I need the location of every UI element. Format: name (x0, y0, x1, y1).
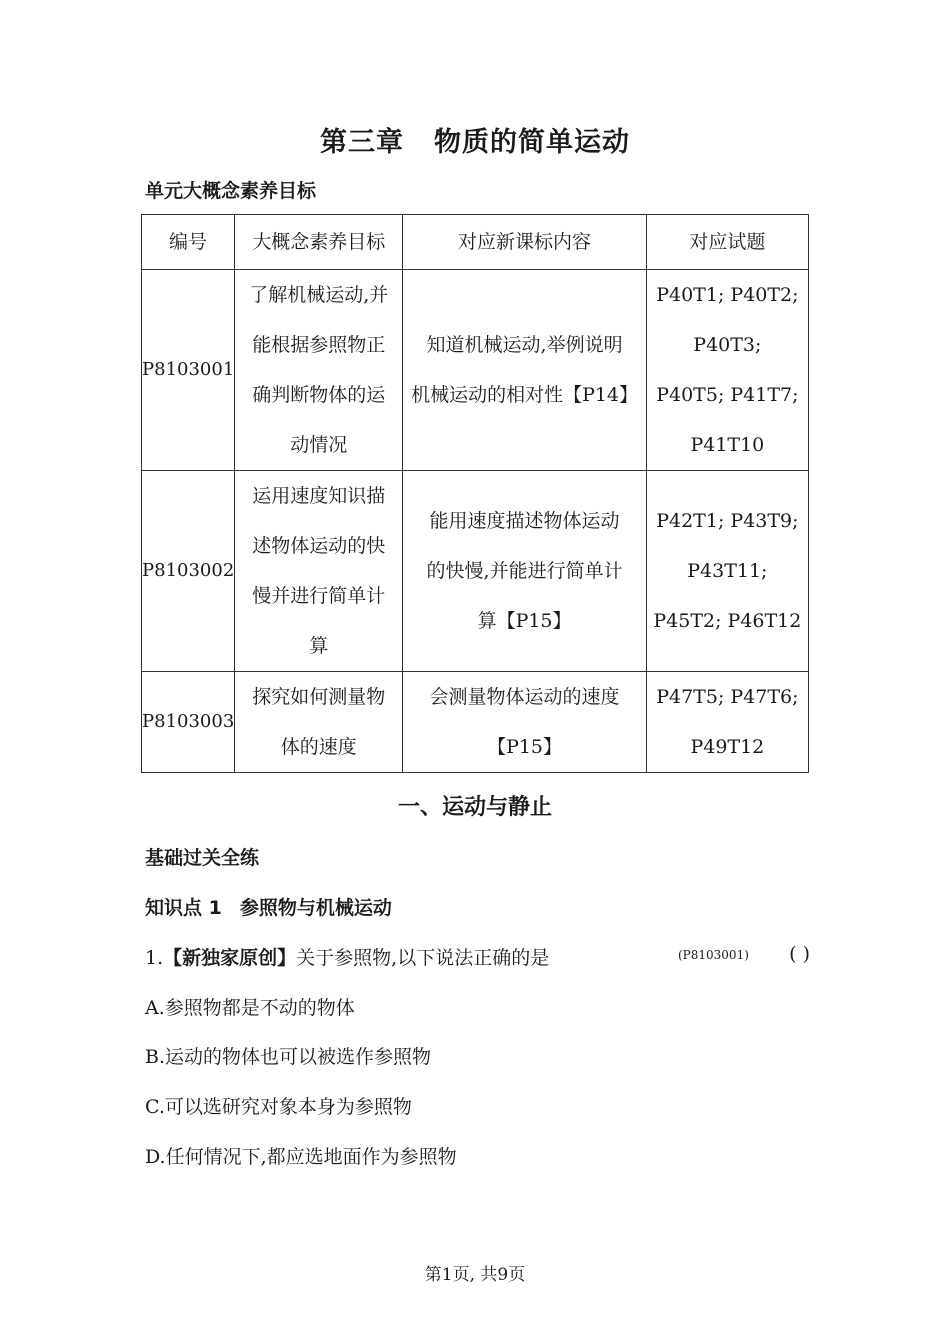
page-footer: 第1页, 共9页 (424, 1265, 526, 1285)
section-title: 一、运动与静止 (397, 795, 552, 820)
row-questions (646, 672, 808, 773)
option-b[interactable]: B.运动的物体也可以被选作参照物 (145, 1046, 432, 1068)
question-code: (P8103001) (678, 948, 749, 962)
goal-line: 慢并进行简单计 (252, 585, 386, 607)
standard-line: 的快慢,并能进行简单计 (426, 560, 623, 582)
knowledge-point-heading (145, 893, 392, 920)
row-code: P8103001 (142, 270, 235, 471)
questions-line: P47T5; P47T6; (656, 686, 799, 708)
header-questions: 对应试题 (646, 215, 808, 270)
option-c[interactable]: C.可以选研究对象本身为参照物 (145, 1096, 412, 1118)
header-code: 编号 (142, 215, 235, 270)
row-code: P8103002 (142, 471, 235, 672)
questions-line: P41T10 (690, 434, 765, 456)
row-standard (403, 471, 646, 672)
row-goal (235, 672, 403, 773)
row-standard (403, 270, 646, 471)
goals-table (141, 214, 809, 773)
goal-line: 确判断物体的运 (252, 384, 386, 406)
question-number: 1. (145, 947, 164, 969)
standard-line: 【P15】 (487, 736, 563, 758)
chapter-number: 第三章 (320, 127, 404, 158)
questions-line: P45T2; P46T12 (653, 610, 802, 632)
questions-line: P42T1; P43T9; (656, 510, 799, 532)
goal-line: 动情况 (290, 434, 348, 456)
header-standard: 对应新课标内容 (403, 215, 646, 270)
knowledge-point-name: 参照物与机械运动 (239, 897, 392, 919)
table-header-row (142, 215, 809, 270)
questions-line: P40T5; P41T7; (656, 384, 799, 406)
table-row (142, 270, 809, 471)
standard-line: 算【P15】 (477, 610, 572, 632)
option-a[interactable]: A.参照物都是不动的物体 (145, 997, 355, 1019)
table-row (142, 672, 809, 773)
question-stem: 关于参照物,以下说法正确的是 (296, 947, 550, 969)
goal-line: 能根据参照物正 (252, 334, 386, 356)
questions-line: P40T1; P40T2; (656, 284, 799, 306)
row-questions (646, 270, 808, 471)
row-goal (235, 270, 403, 471)
question-1 (145, 943, 810, 970)
questions-line: P49T12 (690, 736, 765, 758)
knowledge-point-label: 知识点 1 (145, 897, 222, 919)
goal-line: 探究如何测量物 (252, 686, 386, 708)
chapter-title (0, 120, 950, 159)
standard-line: 机械运动的相对性【P14】 (411, 384, 639, 406)
goal-line: 算 (309, 635, 329, 657)
practice-heading: 基础过关全练 (145, 847, 260, 869)
answer-blank[interactable]: ( ) (789, 943, 810, 965)
standard-line: 会测量物体运动的速度 (429, 686, 620, 708)
questions-line: P43T11; (687, 560, 768, 582)
option-d[interactable]: D.任何情况下,都应选地面作为参照物 (145, 1146, 457, 1168)
unit-heading: 单元大概念素养目标 (145, 180, 317, 202)
table-row (142, 471, 809, 672)
goal-line: 了解机械运动,并 (249, 284, 389, 306)
row-goal (235, 471, 403, 672)
row-standard (403, 672, 646, 773)
goal-line: 体的速度 (280, 736, 357, 758)
goal-line: 运用速度知识描 (252, 485, 386, 507)
header-goal: 大概念素养目标 (235, 215, 403, 270)
question-tag: 【新独家原创】 (163, 947, 297, 969)
questions-line: P40T3; (693, 334, 762, 356)
standard-line: 能用速度描述物体运动 (429, 510, 620, 532)
goal-line: 述物体运动的快 (252, 535, 386, 557)
standard-line: 知道机械运动,举例说明 (426, 334, 623, 356)
chapter-name: 物质的简单运动 (434, 127, 630, 158)
row-questions (646, 471, 808, 672)
row-code: P8103003 (142, 672, 235, 773)
